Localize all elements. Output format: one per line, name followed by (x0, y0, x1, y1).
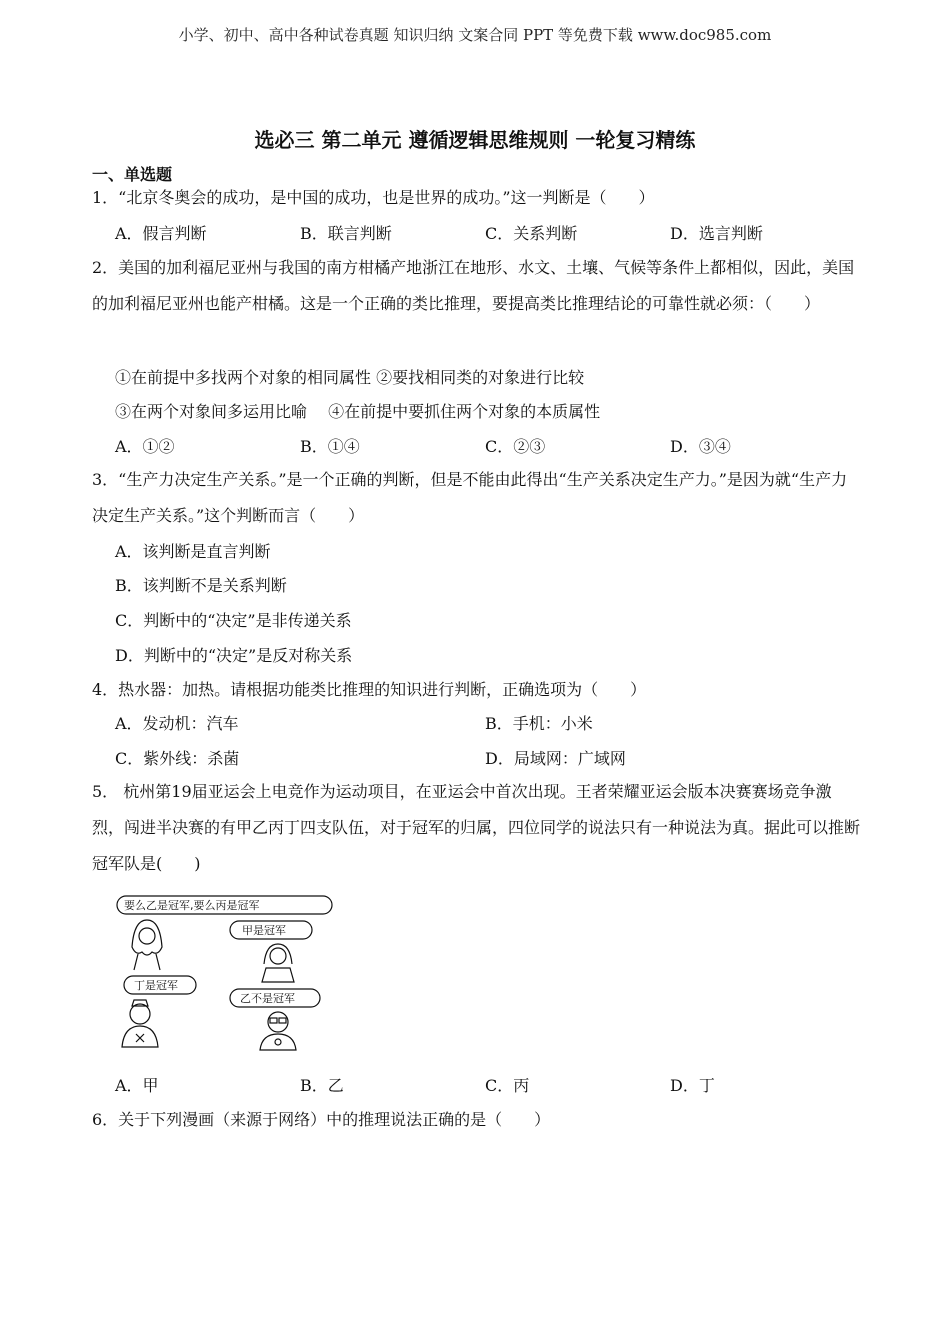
question-6-stem: 6．关于下列漫画（来源于网络）中的推理说法正确的是（ ） (92, 1110, 551, 1129)
question-3-option-a: A．该判断是直言判断 (115, 542, 271, 561)
question-1-option-d: D．选言判断 (670, 224, 763, 243)
question-2-option-c: C．②③ (485, 437, 546, 456)
question-2-stem: 2．美国的加利福尼亚州与我国的南方柑橘产地浙江在地形、水文、土壤、气候等条件上都相似，因此，美国的加利福尼亚州也能产柑橘。这是一个正确的类比推理，要提高类比推理结论的可靠性就必须：（ ） (92, 258, 855, 313)
bubble-2-text: 甲是冠军 (242, 924, 286, 937)
student-boy-2-figure (260, 1012, 296, 1050)
student-boy-1-figure (122, 1000, 158, 1047)
question-5-stem: 5． 杭州第19届亚运会上电竞作为运动项目，在亚运会中首次出现。王者荣耀亚运会版本决赛赛场竞争激烈，闯进半决赛的有甲乙丙丁四支队伍，对于冠军的归属，四位同学的说法只有一种说法为真。据此可以推断冠军队是( ) (92, 782, 861, 873)
question-1-stem: 1．“北京冬奥会的成功，是中国的成功，也是世界的成功。”这一判断是（ ） (92, 188, 655, 207)
document-title: 选必三 第二单元 遵循逻辑思维规则 一轮复习精练 (254, 128, 696, 152)
question-2-option-d: D．③④ (670, 437, 731, 456)
question-3-option-b: B．该判断不是关系判断 (115, 576, 287, 595)
question-3-stem: 3．“生产力决定生产关系。”是一个正确的判断，但是不能由此得出“生产关系决定生产力。”是因为就“生产力决定生产关系。”这个判断而言（ ） (92, 470, 848, 525)
student-girl-2-figure (262, 944, 294, 982)
question-2-option-b: B．①④ (300, 437, 360, 456)
bubble-3-text: 丁是冠军 (134, 979, 178, 992)
question-2-item-line-2: ③在两个对象间多运用比喻 ④在前提中要抓住两个对象的本质属性 (115, 402, 601, 421)
bubble-4-text: 乙不是冠军 (240, 992, 295, 1005)
question-4-stem: 4．热水器：加热。请根据功能类比推理的知识进行判断，正确选项为（ ） (92, 680, 647, 699)
question-1-option-a: A．假言判断 (115, 224, 207, 243)
question-3-option-d: D．判断中的“决定”是反对称关系 (115, 646, 353, 665)
question-2-option-a: A．①② (115, 437, 175, 456)
page-header: 小学、初中、高中各种试卷真题 知识归纳 文案合同 PPT 等免费下载 www.doc985.com (178, 26, 772, 44)
question-3-option-c: C．判断中的“决定”是非传递关系 (115, 611, 352, 630)
question-5-option-c: C．丙 (485, 1076, 530, 1095)
student-girl-1-figure (132, 920, 162, 970)
question-4-option-d: D．局域网：广域网 (485, 749, 626, 768)
section-heading: 一、单选题 (92, 165, 173, 184)
question-5-option-b: B．乙 (300, 1076, 344, 1095)
question-5-option-d: D．丁 (670, 1076, 715, 1095)
question-1-option-b: B．联言判断 (300, 224, 392, 243)
cartoon-illustration (112, 892, 342, 1052)
question-4-option-c: C．紫外线：杀菌 (115, 749, 240, 768)
bubble-1-text: 要么乙是冠军,要么丙是冠军 (124, 899, 260, 912)
question-1-option-c: C．关系判断 (485, 224, 578, 243)
question-2-item-line-1: ①在前提中多找两个对象的相同属性 ②要找相同类的对象进行比较 (115, 368, 585, 387)
question-5-option-a: A．甲 (115, 1076, 159, 1095)
question-4-option-a: A．发动机：汽车 (115, 714, 239, 733)
question-4-option-b: B．手机：小米 (485, 714, 593, 733)
